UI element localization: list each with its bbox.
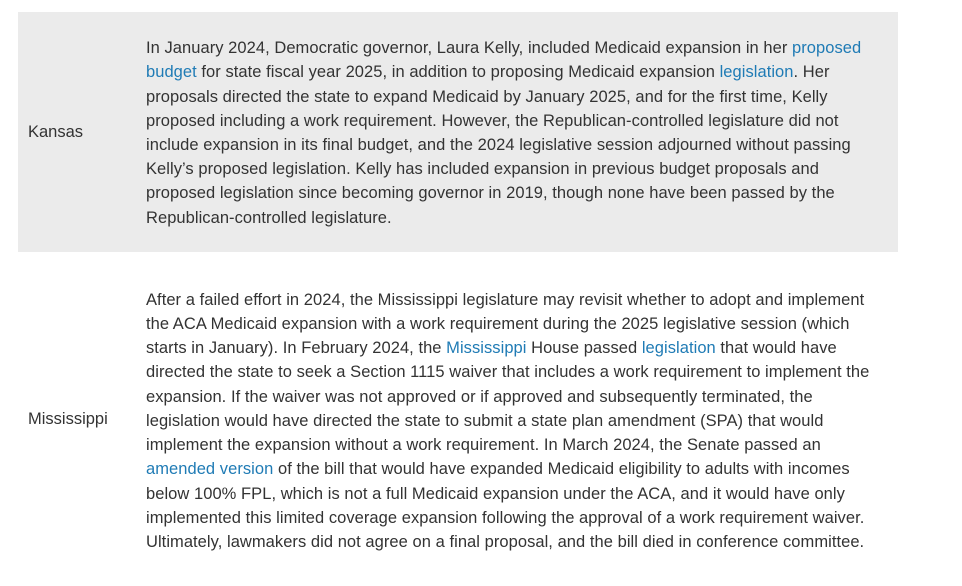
legislation-link[interactable]: legislation [719, 63, 794, 82]
description-text: House passed [526, 339, 642, 358]
state-name: Mississippi [28, 409, 108, 428]
description-text: of the bill that would have expanded Medicaid eligibility to adults with incomes below 100% FPL, which is not a full Medicaid expansion under the ACA, and it would have only implemented this limited coverage expansion following the approval of a work requirement waiver. Ultimately, lawmakers did not agree on a final proposal, and the bill died in conference committee. [146, 460, 865, 551]
state-description [146, 34, 886, 230]
legislation-link[interactable]: legislation [641, 339, 716, 358]
description-text: In January 2024, Democratic governor, Laura Kelly, included Medicaid expansion in her [146, 39, 793, 58]
table-row-mississippi [18, 252, 898, 586]
state-medicaid-table [18, 12, 898, 586]
description-text: After a failed effort in 2024, the Mississippi legislature may revisit whether to adopt and implement the ACA Medicaid expansion with a work requirement during the 2025 legislative session (which starts in January). In February 2024, the [146, 290, 865, 358]
amended-version-link[interactable]: amended version [146, 460, 274, 479]
description-text: for state fiscal year 2025, in addition to proposing Medicaid expansion [196, 63, 720, 82]
description-text: . Her proposals directed the state to expand Medicaid by January 2025, and for the first time, Kelly proposed including a work requirement. However, the Republican-controlled legislature did not include expansion in its final budget, and the 2024 legislative session adjourned without passing Kelly’s proposed legislation. Kelly has included expansion in previous budget proposals and proposed legislation since becoming governor in 2019, though none have been passed by the Republican-controlled legislature. [146, 63, 851, 227]
mississippi-link[interactable]: Mississippi [446, 339, 527, 358]
table-row-kansas [18, 12, 898, 252]
proposed-budget-link[interactable]: proposed budget [146, 39, 862, 82]
state-name: Kansas [28, 122, 84, 141]
state-description [146, 284, 886, 554]
description-text: that would have directed the state to seek a Section 1115 waiver that includes a work requirement to implement the expansion. If the waiver was not approved or if approved and subsequently terminated, the legislation would have directed the state to submit a state plan amendment (SPA) that would implement the expansion without a work requirement. In March 2024, the Senate passed an [146, 339, 870, 455]
